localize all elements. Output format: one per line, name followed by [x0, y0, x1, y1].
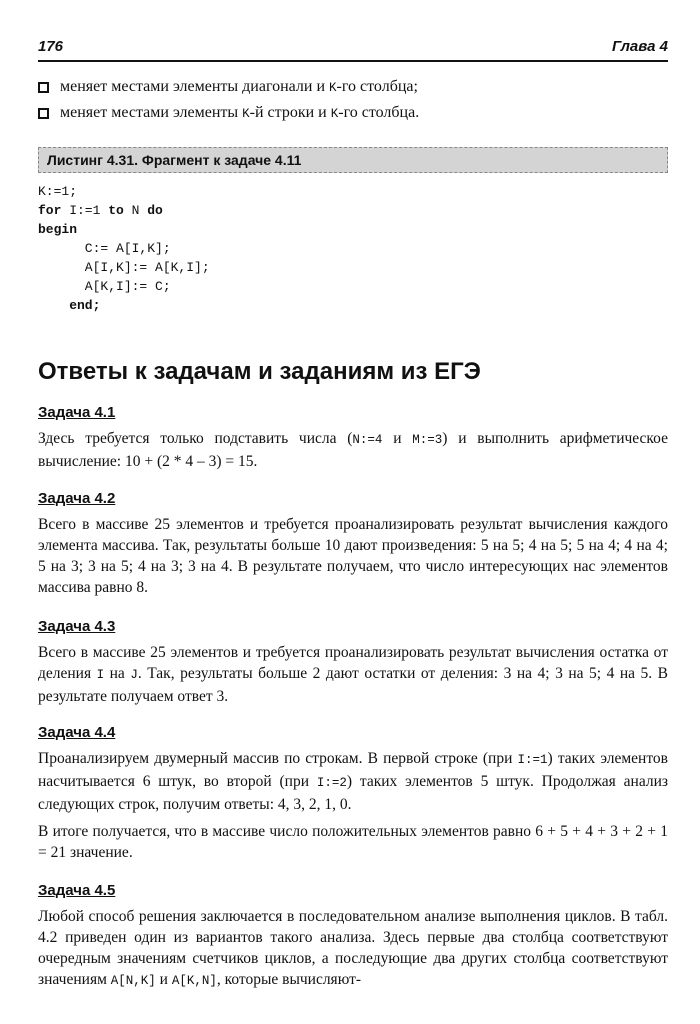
list-item — [38, 104, 668, 128]
task-paragraph: Всего в массиве 25 элементов и требуется проанализировать результат вычисления каждого элемента массива. Так, результаты больше 10 дают произведения: 5 на 5; 4 на 5; 5 на 4; 4 на 4; 5 на 3; 3 на 5; 4 на 3; 3 на 4. В результате получаем, что число интересующих нас элементов массива равно 8. — [38, 516, 668, 596]
chapter-label: Глава 4 — [611, 38, 668, 55]
task-4-2 — [38, 488, 668, 598]
checkbox-bullet-icon — [38, 82, 49, 93]
task-4-3 — [38, 616, 668, 707]
task-title: Задача 4.5 — [38, 882, 116, 899]
bullet-list — [38, 78, 668, 130]
listing-caption: Листинг 4.31. Фрагмент к задаче 4.11 — [38, 147, 668, 173]
task-title: Задача 4.1 — [38, 404, 116, 421]
code-line: A[K,I]:= C; — [38, 279, 171, 294]
task-paragraph: Всего в массиве 25 элементов и требуется проанализировать результат вычисления остатка от деления I на J. Так, результаты больше 2 дают остатки от деления: 3 на 4; 3 на 5; 4 на 5. В результате получаем ответ 3. — [38, 644, 668, 705]
task-paragraph: Проанализируем двумерный массив по строкам. В первой строке (при I:=1) таких элементов насчитывается 6 штук, во второй (при I:=2) таких элементов 5 штук. Продолжая анализ следующих строк, получим ответы: 4, 3, 2, 1, 0. — [38, 750, 668, 813]
code-line: A[I,K]:= A[K,I]; — [38, 260, 210, 275]
task-title: Задача 4.3 — [38, 618, 116, 635]
list-item — [38, 78, 668, 102]
bullet-text: меняет местами элементы K-й строки и K-го столбца. — [60, 104, 420, 121]
page-number: 176 — [38, 38, 64, 55]
code-listing — [38, 182, 668, 315]
running-header — [38, 34, 668, 62]
task-paragraph: Здесь требуется только подставить числа (N:=4 и M:=3) и выполнить арифметическое вычисление: 10 + (2 * 4 – 3) = 15. — [38, 430, 668, 470]
task-paragraph: В итоге получается, что в массиве число положительных элементов равно 6 + 5 + 4 + 3 + 2 + 1 = 21 значение. — [38, 823, 668, 861]
task-4-1 — [38, 402, 668, 472]
task-4-5 — [38, 880, 668, 992]
code-line: begin — [38, 222, 78, 237]
code-line: K:=1; — [38, 184, 78, 199]
code-line: C:= A[I,K]; — [38, 241, 171, 256]
code-line: end; — [38, 298, 101, 313]
task-title: Задача 4.4 — [38, 724, 116, 741]
section-title: Ответы к задачам и заданиям из ЕГЭ — [38, 358, 481, 385]
bullet-text: меняет местами элементы диагонали и K-го столбца; — [60, 78, 418, 95]
task-title: Задача 4.2 — [38, 490, 116, 507]
task-paragraph: Любой способ решения заключается в последовательном анализе выполнения циклов. В табл. 4.2 приведен один из вариантов такого анализа. Здесь первые два столбца соответствуют очередным значениям счетчиков циклов, а последующие два других столбца соответствуют значениям A[N,K] и A[K,N], которые вычисляют- — [38, 908, 668, 988]
task-4-4 — [38, 722, 668, 863]
code-line: for I:=1 to N do — [38, 203, 163, 218]
checkbox-bullet-icon — [38, 108, 49, 119]
